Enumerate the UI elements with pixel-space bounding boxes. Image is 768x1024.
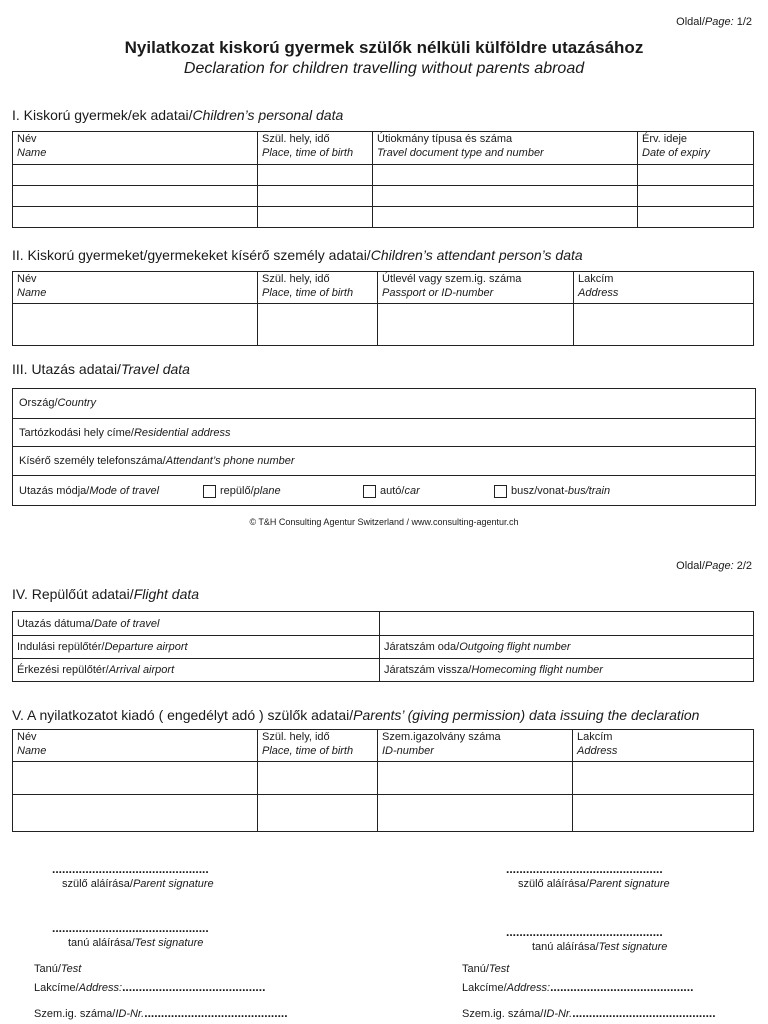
date-of-travel-field[interactable]: Utazás dátuma/Date of travel xyxy=(13,612,380,636)
witness-id-right[interactable]: Szem.ig. száma/ID-Nr............................................ xyxy=(462,1006,716,1020)
attendant-phone-field[interactable]: Kísérő személy telefonszáma/Attendant’s phone number xyxy=(13,446,755,475)
parent-signature-line-left[interactable]: ............................................... xyxy=(52,862,209,876)
form-subtitle: Declaration for children travelling without parents abroad xyxy=(183,60,585,77)
section-parents-heading: V. A nyilatkozatot kiadó ( engedélyt adó ) szülők adatai/Parents’ (giving permission) data issuing the declaration xyxy=(12,707,700,723)
travel-mode-row xyxy=(13,475,755,505)
table-row[interactable] xyxy=(13,186,754,207)
homecoming-flight-field[interactable]: Járatszám vissza/Homecoming flight number xyxy=(380,659,754,682)
page-number: Oldal/Page: 1/2 xyxy=(676,16,752,28)
mode-plane-checkbox[interactable]: repülő/plane xyxy=(203,476,281,506)
col-document: Útiokmány típusa és száma Travel document type and number xyxy=(373,132,638,165)
residential-address-field[interactable]: Tartózkodási hely címe/Residential address xyxy=(13,418,755,446)
col-birth: Szül. hely, idő Place, time of birth xyxy=(258,132,373,165)
date-of-travel-value[interactable] xyxy=(380,612,754,636)
attendant-table xyxy=(12,271,754,346)
outgoing-flight-field[interactable]: Járatszám oda/Outgoing flight number xyxy=(380,636,754,659)
travel-mode-label: Utazás módja/Mode of travel xyxy=(19,485,160,497)
witness-address-left[interactable]: Lakcíme/Address:........................................... xyxy=(34,980,266,994)
witness-id-left[interactable]: Szem.ig. száma/ID-Nr............................................ xyxy=(34,1006,288,1020)
col-address: Lakcím Address xyxy=(574,272,754,304)
section-attendant-heading: II. Kiskorú gyermeket/gyermekeket kísérő személy adatai/Children’s attendant person’s data xyxy=(12,247,583,263)
footer-copyright: © T&H Consulting Agentur Switzerland / www.consulting-agentur.ch xyxy=(249,517,519,527)
witness-label-left: Tanú/Test xyxy=(34,963,82,975)
parent-signature-label-left: szülő aláírása/Parent signature xyxy=(62,878,214,890)
col-name: Név Name xyxy=(13,272,258,304)
test-signature-line-left[interactable]: ............................................... xyxy=(52,921,209,935)
col-expiry: Érv. ideje Date of expiry xyxy=(638,132,754,165)
table-row[interactable] xyxy=(13,762,754,795)
test-signature-label-left: tanú aláírása/Test signature xyxy=(68,937,204,949)
table-row[interactable] xyxy=(13,304,754,346)
parents-table xyxy=(12,729,754,832)
col-birth: Szül. hely, idő Place, time of birth xyxy=(258,272,378,304)
table-row[interactable] xyxy=(13,207,754,228)
children-table xyxy=(12,131,754,228)
test-signature-line-right[interactable]: ............................................... xyxy=(506,925,663,939)
page-number: Oldal/Page: 2/2 xyxy=(676,560,752,572)
section-travel-heading: III. Utazás adatai/Travel data xyxy=(12,361,190,377)
country-field[interactable]: Ország/Country xyxy=(19,397,97,409)
col-birth: Szül. hely, idő Place, time of birth xyxy=(258,730,378,762)
departure-airport-field[interactable]: Indulási repülőtér/Departure airport xyxy=(13,636,380,659)
section-flight-heading: IV. Repülőút adatai/Flight data xyxy=(12,586,200,602)
col-id-number: Szem.igazolvány száma ID-number xyxy=(378,730,573,762)
mode-car-checkbox[interactable]: autó/car xyxy=(363,476,420,506)
parent-signature-line-right[interactable]: ............................................... xyxy=(506,862,663,876)
arrival-airport-field[interactable]: Érkezési repülőtér/Arrival airport xyxy=(13,659,380,682)
witness-address-right[interactable]: Lakcíme/Address:........................................... xyxy=(462,980,694,994)
col-name: Név Name xyxy=(13,132,258,165)
test-signature-label-right: tanú aláírása/Test signature xyxy=(532,941,668,953)
flight-table xyxy=(12,611,754,682)
mode-bus-train-checkbox[interactable]: busz/vonat-bus/train xyxy=(494,476,610,506)
table-row[interactable] xyxy=(13,795,754,832)
travel-data-box xyxy=(12,388,756,506)
table-row[interactable] xyxy=(13,165,754,186)
parent-signature-label-right: szülő aláírása/Parent signature xyxy=(518,878,670,890)
witness-label-right: Tanú/Test xyxy=(462,963,510,975)
col-passport: Útlevél vagy szem.ig. száma Passport or ID-number xyxy=(378,272,574,304)
form-title: Nyilatkozat kiskorú gyermek szülők nélküli külföldre utazásához xyxy=(124,38,644,57)
col-address: Lakcím Address xyxy=(573,730,754,762)
col-name: Név Name xyxy=(13,730,258,762)
section-children-heading: I. Kiskorú gyermek/ek adatai/Children’s personal data xyxy=(12,107,344,123)
